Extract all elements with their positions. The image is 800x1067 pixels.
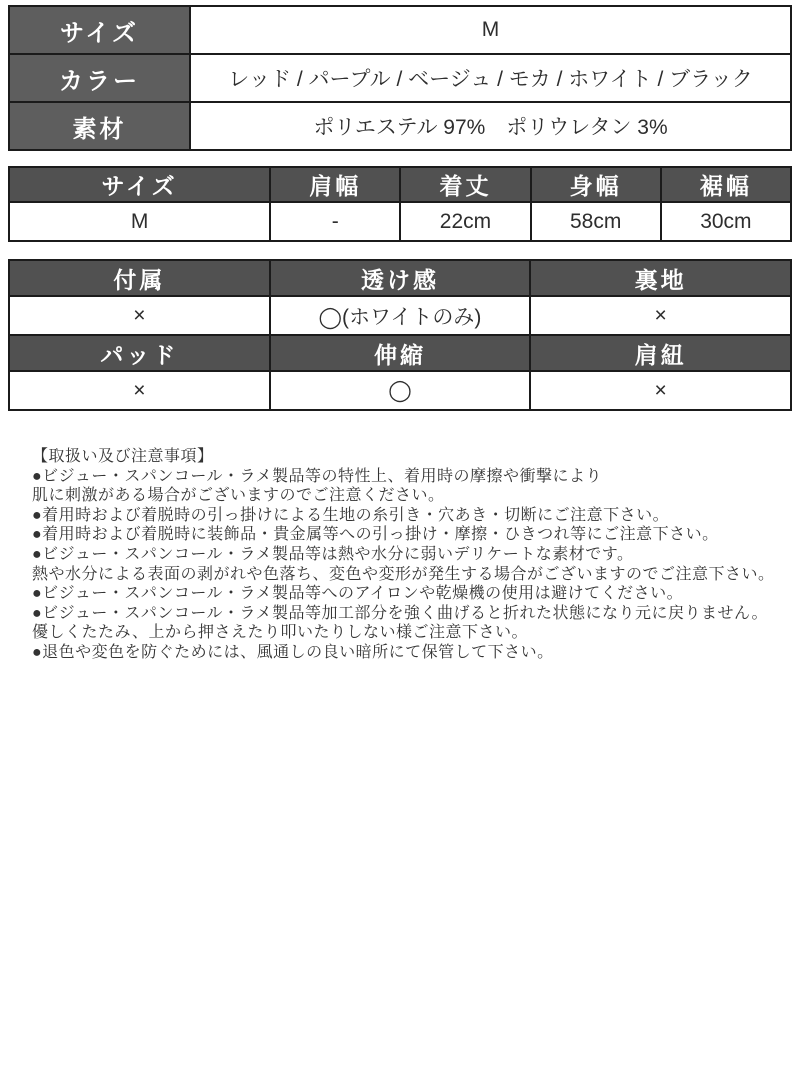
care-note-line: ●着用時および着脱時に装飾品・貴金属等への引っ掛け・摩擦・ひきつれ等にご注意下さい。 (32, 526, 719, 544)
features-value-row-1 (9, 296, 791, 335)
value-shoulder-width: - (270, 202, 400, 241)
care-notes-title: 【取扱い及び注意事項】 (32, 448, 214, 465)
care-note-line: ●ビジュー・スパンコール・ラメ製品等の特性上、着用時の摩擦や衝撃により (32, 467, 603, 485)
care-note-line: 熱や水分による表面の剥がれや色落ち、変色や変形が発生する場合がございますのでご注意下さい。 (32, 565, 775, 583)
spec-label-color: カラー (9, 54, 190, 102)
features-header-row-2 (9, 335, 791, 371)
care-note-line: 優しくたたみ、上から押さえたり叩いたりしない様ご注意下さい。 (32, 624, 528, 642)
care-note-line: ●ビジュー・スパンコール・ラメ製品等加工部分を強く曲げると折れた状態になり元に戻りません。 (32, 604, 769, 622)
col-header-accessories: 付属 (9, 260, 270, 296)
col-header-lining: 裏地 (530, 260, 791, 296)
col-header-pad: パッド (9, 335, 270, 371)
value-stretch: ◯ (270, 371, 531, 410)
value-size: M (9, 202, 270, 241)
col-header-shoulder-width: 肩幅 (270, 167, 400, 202)
features-table (8, 259, 792, 411)
col-header-stretch: 伸縮 (270, 335, 531, 371)
col-header-body-width: 身幅 (531, 167, 661, 202)
value-sheerness: ◯(ホワイトのみ) (270, 296, 531, 335)
value-length: 22cm (400, 202, 530, 241)
care-note-line: ●ビジュー・スパンコール・ラメ製品等へのアイロンや乾燥機の使用は避けてください。 (32, 585, 684, 603)
value-hem-width: 30cm (661, 202, 791, 241)
spec-value-material: ポリエステル 97% ポリウレタン 3% (190, 102, 791, 150)
spec-value-size: M (190, 6, 791, 54)
measurements-header-row (9, 167, 791, 202)
care-notes (32, 447, 800, 663)
col-header-sheerness: 透け感 (270, 260, 531, 296)
spec-table (8, 5, 792, 151)
care-note-line: ●着用時および着脱時の引っ掛けによる生地の糸引き・穴あき・切断にご注意下さい。 (32, 506, 670, 524)
features-header-row-1 (9, 260, 791, 296)
col-header-hem-width: 裾幅 (661, 167, 791, 202)
measurements-value-row (9, 202, 791, 241)
value-lining: × (530, 296, 791, 335)
spec-label-material: 素材 (9, 102, 190, 150)
measurements-table (8, 166, 792, 242)
care-note-line: 肌に刺激がある場合がございますのでご注意ください。 (32, 487, 445, 505)
spec-value-color: レッド / パープル / ベージュ / モカ / ホワイト / ブラック (190, 54, 791, 102)
col-header-length: 着丈 (400, 167, 530, 202)
col-header-shoulder-strap: 肩紐 (530, 335, 791, 371)
value-pad: × (9, 371, 270, 410)
spec-row-material (9, 102, 791, 150)
spec-row-color (9, 54, 791, 102)
spec-label-size: サイズ (9, 6, 190, 54)
value-shoulder-strap: × (530, 371, 791, 410)
features-value-row-2 (9, 371, 791, 410)
col-header-size: サイズ (9, 167, 270, 202)
care-note-line: ●ビジュー・スパンコール・ラメ製品等は熱や水分に弱いデリケートな素材です。 (32, 545, 634, 563)
spec-row-size (9, 6, 791, 54)
care-note-line: ●退色や変色を防ぐためには、風通しの良い暗所にて保管して下さい。 (32, 643, 554, 661)
value-body-width: 58cm (531, 202, 661, 241)
value-accessories: × (9, 296, 270, 335)
